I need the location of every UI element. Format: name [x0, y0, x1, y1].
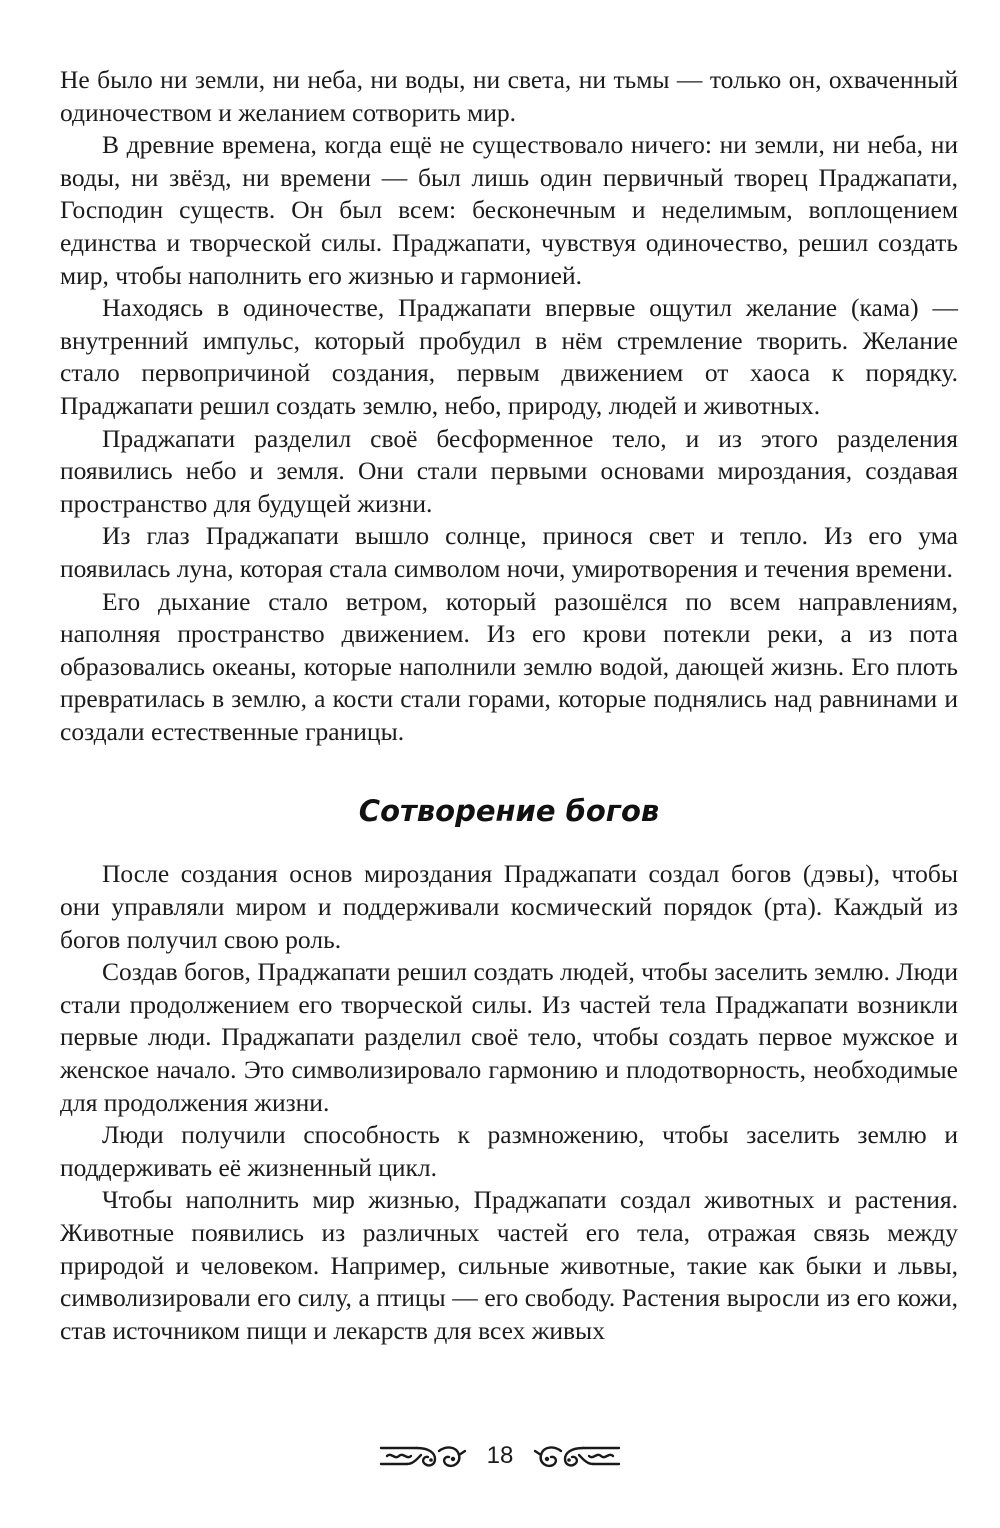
paragraph-9: Люди получили способность к размножению, чтобы заселить землю и поддерживать её жизненный цикл. — [60, 1120, 958, 1182]
paragraph-3: Находясь в одиночестве, Праджапати впервые ощутил желание (кама) — внутренний импульс, который пробудил в нём стремление творить. Желание стало первопричиной создания, первым движением от хаоса к порядку. Праджапати решил создать землю, небо, природу, людей и животных. — [60, 293, 958, 420]
paragraph-2: В древние времена, когда ещё не существовало ничего: ни земли, ни неба, ни воды, ни звёзд, ни времени — был лишь один первичный творец Праджапати, Господин существ. Он был всем: бесконечным и неделимым, воплощением единства и творческой силы. Праджапати, чувствуя одиночество, решил создать мир, чтобы наполнить его жизнью и гармонией. — [60, 130, 958, 290]
paragraph-5: Из глаз Праджапати вышло солнце, принося свет и тепло. Из его ума появилась луна, которая стала символом ночи, умиротворения и течения времени. — [60, 521, 958, 583]
section-heading: Сотворение богов — [358, 794, 660, 829]
paragraph-7: После создания основ мироздания Праджапати создал богов (дэвы), чтобы они управляли миром и поддерживали космический порядок (рта). Каждый из богов получил свою роль. — [60, 859, 958, 954]
paragraph-1: Не было ни земли, ни неба, ни воды, ни света, ни тьмы — только он, охваченный одиночеством и желанием сотворить мир. — [60, 65, 958, 127]
paragraph-10: Чтобы наполнить мир жизнью, Праджапати создал животных и растения. Животные появились из различных частей его тела, отражая связь между природой и человеком. Например, сильные животные, такие как быки и львы, символизировали его силу, а птицы — его свободу. Растения выросли из его кожи, став источником пищи и лекарств для всех живых — [60, 1185, 958, 1345]
ornament-right-icon — [533, 1439, 623, 1473]
page-number: 18 — [486, 1442, 514, 1469]
page-footer — [0, 1436, 1000, 1476]
paragraph-4: Праджапати разделил своё бесформенное тело, и из этого разделения появились небо и земля. Они стали первыми основами мироздания, создавая пространство для будущей жизни. — [60, 423, 958, 518]
ornament-left-icon — [377, 1439, 467, 1473]
paragraph-8: Создав богов, Праджапати решил создать людей, чтобы заселить землю. Люди стали продолжением его творческой силы. Из частей тела Праджапати возникли первые люди. Праджапати разделил своё тело, чтобы создать первое мужское и женское начало. Это символизировало гармонию и плодотворность, необходимые для продолжения жизни. — [60, 957, 958, 1117]
page-body — [60, 64, 958, 1347]
paragraph-6: Его дыхание стало ветром, который разошёлся по всем направлениям, наполняя пространство движением. Из его крови потекли реки, а из пота образовались океаны, которые наполнили землю водой, дающей жизнь. Его плоть превратилась в землю, а кости стали горами, которые поднялись над равнинами и создали естественные границы. — [60, 586, 958, 746]
